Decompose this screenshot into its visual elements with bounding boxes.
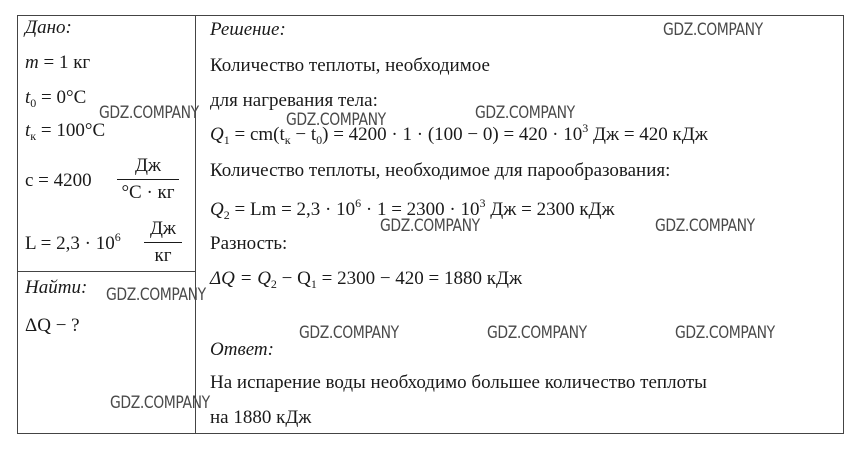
eq2-exp-1: 6: [355, 196, 362, 210]
t0-symbol: t: [25, 87, 31, 108]
eq2-exp-2: 3: [479, 196, 486, 210]
answer-header-colon: :: [267, 339, 274, 360]
answer-header: [210, 339, 274, 361]
eq1-part-b: = cm(t: [229, 124, 285, 145]
column-divider: [195, 15, 196, 434]
given-header-text: Дано: [25, 17, 66, 38]
eq1-part-d: ) = 4200 · 1 · (100 − 0) = 420 · 10: [322, 124, 583, 145]
latent-heat-exponent: 6: [114, 230, 121, 244]
fraction-bar: [117, 179, 179, 180]
eq3-q2-sub: 2: [270, 277, 277, 291]
watermark: GDZ.COMPANY: [487, 323, 587, 343]
eq2-q-sub: 2: [223, 208, 230, 222]
eq2-part-b: = Lm = 2,3 · 10: [229, 199, 356, 220]
watermark: GDZ.COMPANY: [110, 393, 210, 413]
given-header-colon: :: [65, 17, 72, 38]
fraction-bar: [144, 242, 182, 243]
t0-subscript: 0: [30, 96, 37, 110]
eq1-part-c: − t: [290, 124, 317, 145]
eq3-part-a: ΔQ = Q: [210, 268, 271, 289]
eq1-q: Q: [210, 124, 224, 145]
latent-heat-unit-den: кг: [154, 245, 172, 266]
latent-heat-value: L = 2,3 · 10: [25, 233, 115, 254]
solution-header-text: Решение: [210, 19, 280, 40]
watermark: GDZ.COMPANY: [675, 323, 775, 343]
given-mass: [25, 52, 90, 74]
eq3-part-b: − Q: [276, 268, 311, 289]
watermark: GDZ.COMPANY: [475, 103, 575, 123]
given-final-temp: [25, 120, 105, 142]
watermark: GDZ.COMPANY: [663, 20, 763, 40]
find-header: [25, 277, 87, 299]
eq2-part-c: · 1 = 2300 · 10: [361, 199, 480, 220]
find-item-text: ΔQ − ?: [25, 315, 80, 336]
tk-value: = 100°C: [36, 120, 106, 141]
equation-heat-1: [210, 121, 708, 147]
given-find-divider: [17, 271, 196, 272]
eq1-exp: 3: [582, 121, 589, 135]
mass-symbol: m: [25, 52, 39, 73]
find-header-text: Найти: [25, 277, 81, 298]
eq2-result: Дж = 2300 кДж: [485, 199, 615, 220]
given-initial-temp: [25, 87, 86, 109]
find-header-colon: :: [80, 277, 88, 298]
given-latent-heat: [25, 230, 121, 255]
solution-header-colon: :: [279, 19, 286, 40]
specific-heat-unit-num: Дж: [134, 155, 162, 176]
solution-line-1: Количество теплоты, необходимое: [210, 55, 490, 76]
solution-header: [210, 19, 286, 41]
latent-heat-unit-num: Дж: [149, 218, 177, 239]
solution-line-3: Количество теплоты, необходимое для парообразования:: [210, 160, 671, 181]
given-header: [25, 17, 72, 39]
specific-heat-unit-den: °C · кг: [121, 182, 175, 203]
eq3-result: = 2300 − 420 = 1880 кДж: [316, 268, 523, 289]
equation-difference: [210, 268, 522, 290]
watermark: GDZ.COMPANY: [99, 103, 199, 123]
eq1-q-sub: 1: [223, 133, 230, 147]
t0-value: = 0°C: [36, 87, 87, 108]
given-specific-heat: [25, 170, 92, 192]
eq2-q: Q: [210, 199, 224, 220]
answer-line-2: на 1880 кДж: [210, 407, 312, 428]
watermark: GDZ.COMPANY: [380, 216, 480, 236]
latent-heat-unit: [144, 218, 182, 267]
eq1-t0-sub: 0: [316, 133, 323, 147]
answer-line-1: На испарение воды необходимо большее количество теплоты: [210, 372, 707, 393]
specific-heat-value: c = 4200: [25, 170, 92, 191]
watermark: GDZ.COMPANY: [106, 285, 206, 305]
watermark: GDZ.COMPANY: [655, 216, 755, 236]
answer-header-text: Ответ: [210, 339, 268, 360]
watermark: GDZ.COMPANY: [299, 323, 399, 343]
watermark: GDZ.COMPANY: [286, 110, 386, 130]
solution-line-4: Разность:: [210, 233, 288, 254]
tk-subscript: к: [30, 129, 37, 143]
solution-line-2: для нагревания тела:: [210, 90, 378, 111]
find-item: [25, 315, 80, 337]
tk-symbol: t: [25, 120, 31, 141]
eq1-tk-sub: к: [284, 133, 291, 147]
specific-heat-unit: [117, 155, 179, 204]
eq1-result: Дж = 420 кДж: [588, 124, 708, 145]
eq3-q1-sub: 1: [310, 277, 317, 291]
mass-value: = 1 кг: [38, 52, 91, 73]
